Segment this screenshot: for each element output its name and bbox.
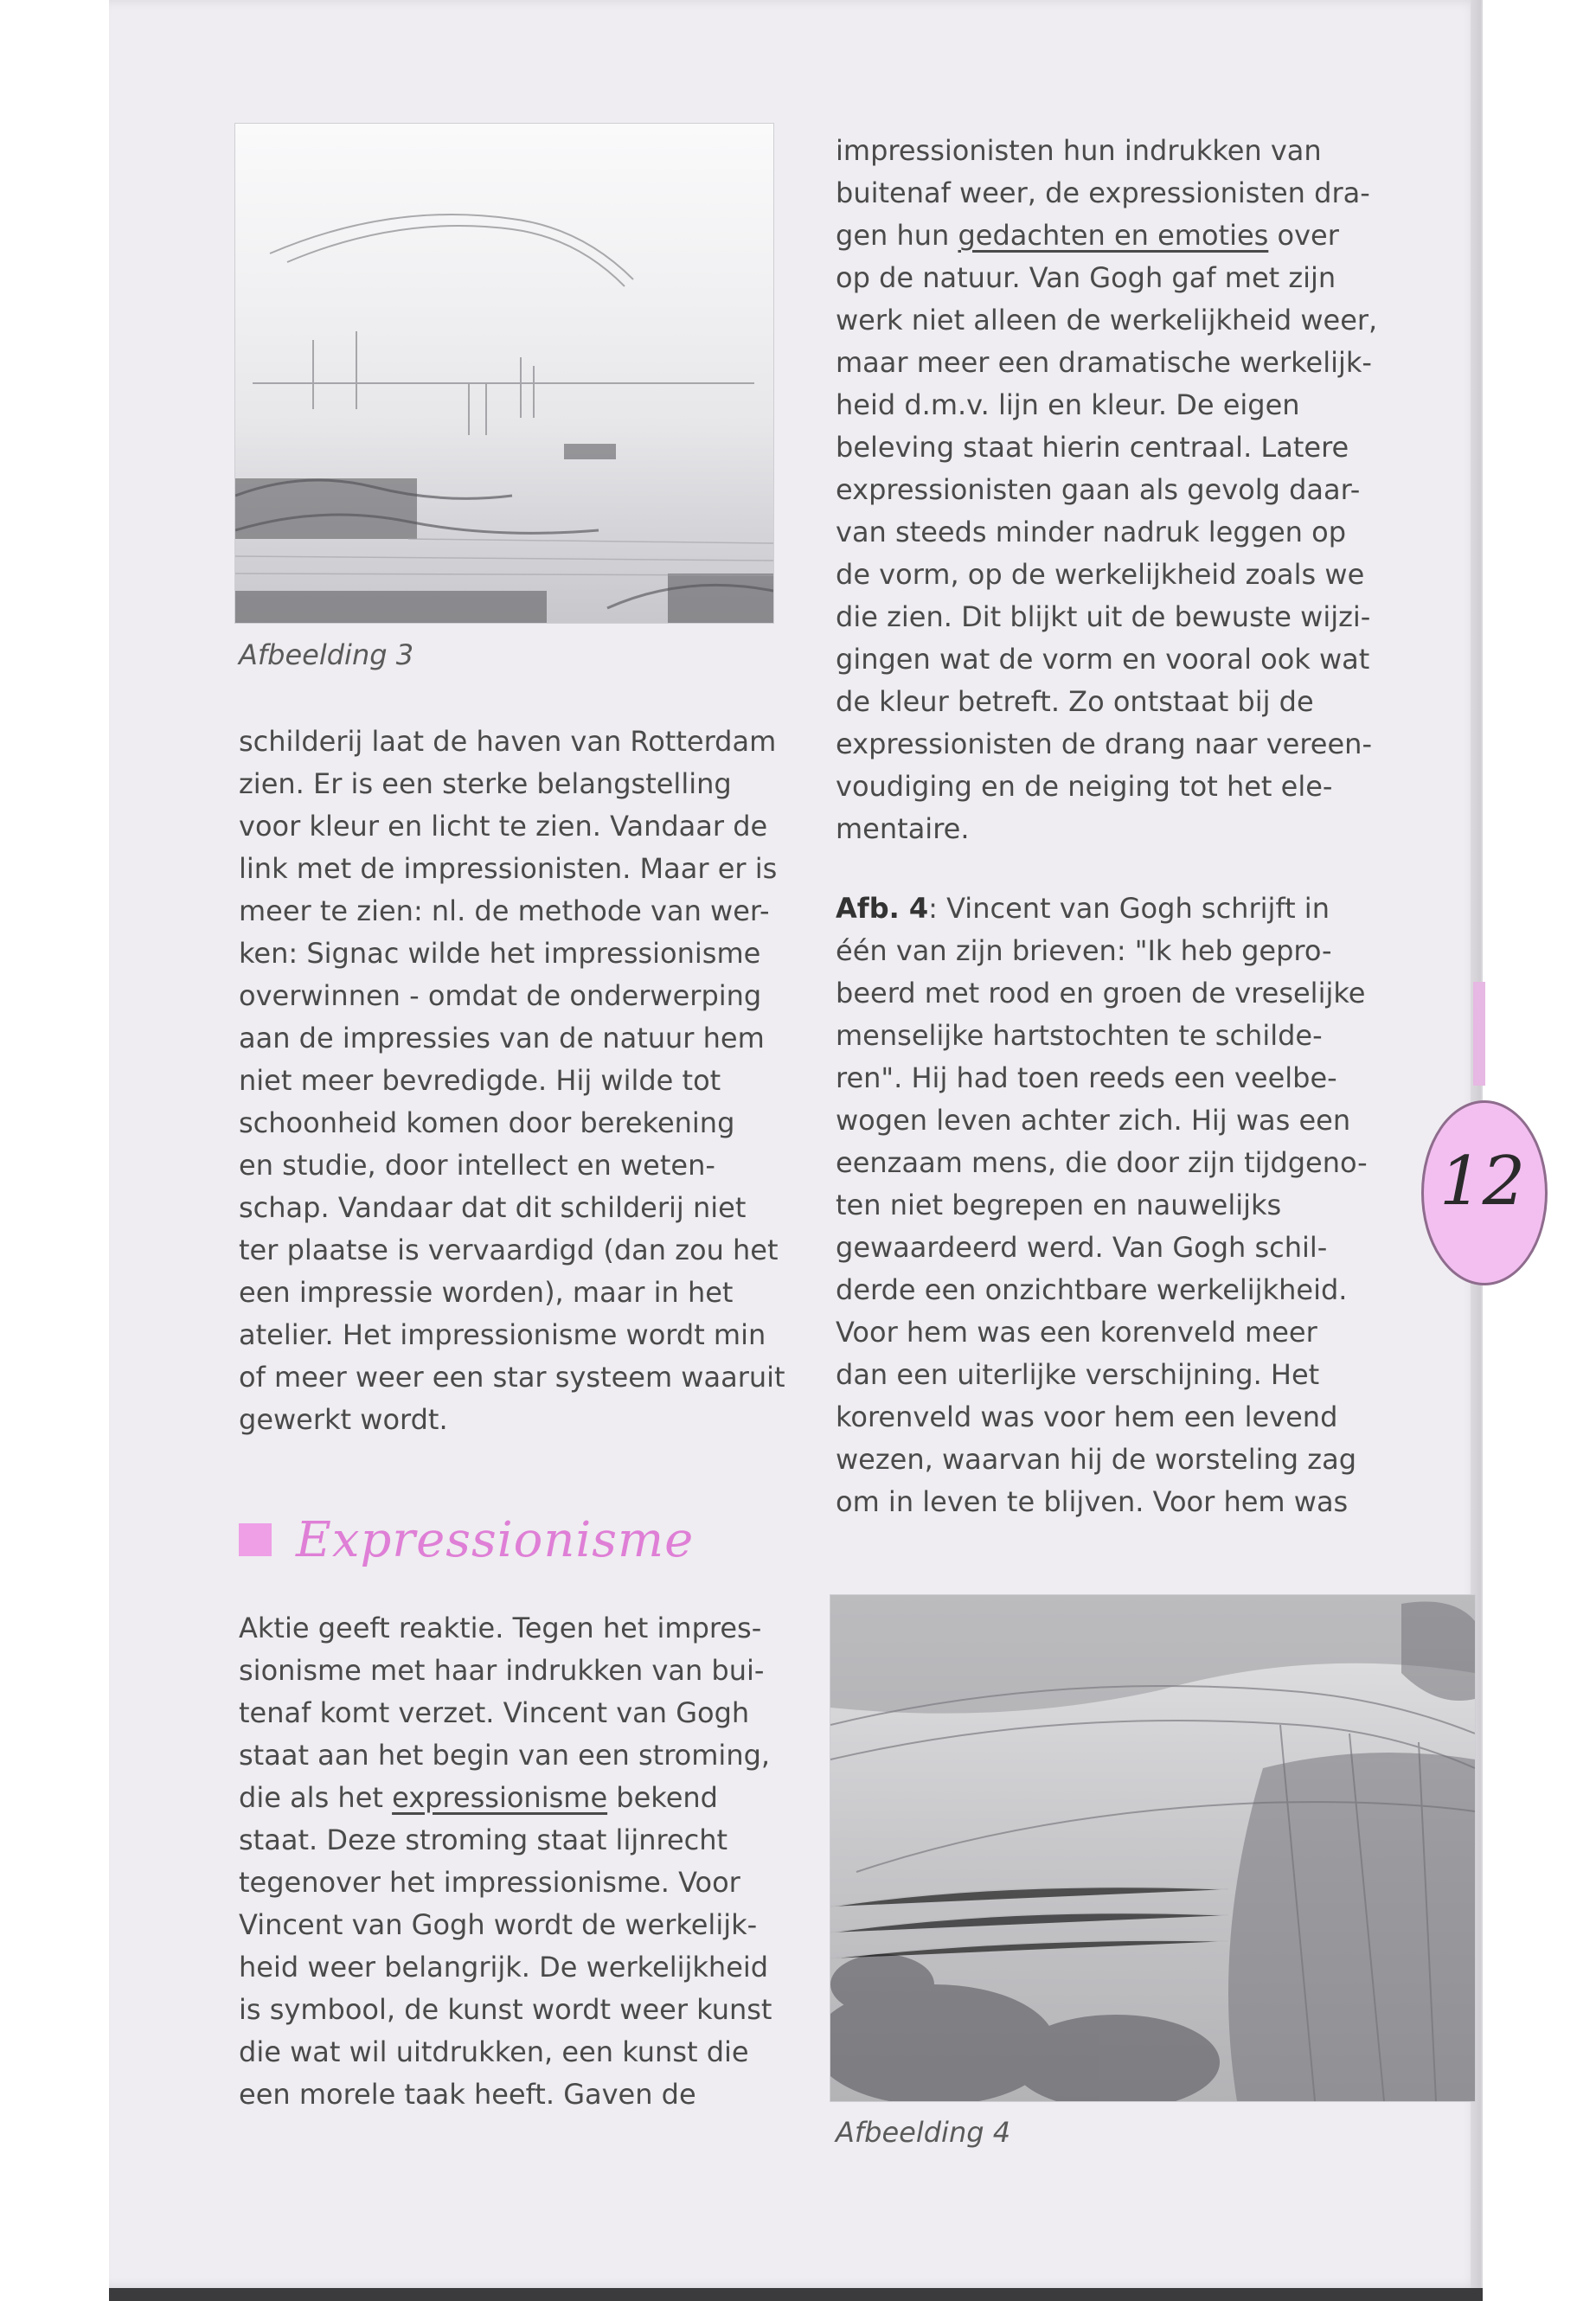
text-line: die wat wil uitdrukken, een kunst die xyxy=(239,2035,749,2068)
text-line: expressionisten gaan als gevolg daar- xyxy=(836,473,1361,506)
figure-4-caption: Afbeelding 4 xyxy=(836,2116,1011,2149)
text-line: wogen leven achter zich. Hij was een xyxy=(836,1104,1351,1137)
text-line: derde een onzichtbare werkelijkheid. xyxy=(836,1273,1348,1306)
heading-square-bullet xyxy=(239,1523,272,1556)
underlined-term: gedachten en emoties xyxy=(958,219,1269,252)
text-line: beerd met rood en groen de vreselijke xyxy=(836,977,1366,1009)
text-line: Aktie geeft reaktie. Tegen het impres- xyxy=(239,1612,762,1644)
text-line: zien. Er is een sterke belangstelling xyxy=(239,767,732,800)
text-line: van steeds minder nadruk leggen op xyxy=(836,516,1346,548)
text-line: en studie, door intellect en weten- xyxy=(239,1149,715,1182)
text-line: buitenaf weer, de expressionisten dra- xyxy=(836,176,1370,209)
text-line: een morele taak heeft. Gaven de xyxy=(239,2078,696,2111)
text-line: ten niet begrepen en nauwelijks xyxy=(836,1189,1282,1221)
page-number: 12 xyxy=(1439,1143,1526,1221)
text-segment: : Vincent van Gogh schrijft in xyxy=(928,892,1330,925)
figure-4-wheatfield-painting xyxy=(830,1594,1476,2102)
text-line: de kleur betreft. Zo ontstaat bij de xyxy=(836,685,1314,718)
text-line: tegenover het impressionisme. Voor xyxy=(239,1866,740,1899)
text-line xyxy=(239,1777,792,1819)
text-line: gingen wat de vorm en vooral ook wat xyxy=(836,643,1370,676)
left-column-paragraph-1 xyxy=(239,721,792,1441)
figure-3-harbour-sketch xyxy=(234,123,774,624)
text-line: één van zijn brieven: "Ik heb gepro- xyxy=(836,934,1332,967)
text-line: eenzaam mens, die door zijn tijdgeno- xyxy=(836,1146,1368,1179)
text-line: overwinnen - omdat de onderwerping xyxy=(239,979,762,1012)
text-line: die zien. Dit blijkt uit de bewuste wijzi- xyxy=(836,600,1371,633)
text-line: wezen, waarvan hij de worsteling zag xyxy=(836,1443,1356,1476)
text-line: gewaardeerd werd. Van Gogh schil- xyxy=(836,1231,1328,1264)
section-heading xyxy=(239,1505,694,1574)
text-line: sionisme met haar indrukken van bui- xyxy=(239,1654,765,1687)
text-line: de vorm, op de werkelijkheid zoals we xyxy=(836,558,1365,591)
text-line: link met de impressionisten. Maar er is xyxy=(239,852,778,885)
text-segment: over xyxy=(1268,219,1339,252)
text-line xyxy=(836,215,1458,257)
chapter-tab xyxy=(1473,982,1485,1086)
text-line: ren". Hij had toen reeds een veelbe- xyxy=(836,1061,1337,1094)
text-line: heid weer belangrijk. De werkelijkheid xyxy=(239,1951,769,1984)
underlined-term: expressionisme xyxy=(392,1781,608,1814)
text-line: ter plaatse is vervaardigd (dan zou het xyxy=(239,1234,779,1266)
right-column-paragraph-2 xyxy=(836,888,1458,1523)
text-line: is symbool, de kunst wordt weer kunst xyxy=(239,1993,772,2026)
text-line: korenveld was voor hem een levend xyxy=(836,1400,1338,1433)
text-line: maar meer een dramatische werkelijk- xyxy=(836,346,1372,379)
text-line: impressionisten hun indrukken van xyxy=(836,134,1322,167)
text-line: niet meer bevredigde. Hij wilde tot xyxy=(239,1064,721,1097)
text-line: werk niet alleen de werkelijkheid weer, xyxy=(836,304,1378,336)
text-line: meer te zien: nl. de methode van wer- xyxy=(239,894,770,927)
text-line: beleving staat hierin centraal. Latere xyxy=(836,431,1349,464)
text-line: Vincent van Gogh wordt de werkelijk- xyxy=(239,1908,758,1941)
text-line: op de natuur. Van Gogh gaf met zijn xyxy=(836,261,1336,294)
text-line: heid d.m.v. lijn en kleur. De eigen xyxy=(836,388,1300,421)
text-line: schap. Vandaar dat dit schilderij niet xyxy=(239,1191,747,1224)
text-line: atelier. Het impressionisme wordt min xyxy=(239,1318,766,1351)
text-line: schilderij laat de haven van Rotterdam xyxy=(239,725,777,758)
text-line: een impressie worden), maar in het xyxy=(239,1276,734,1309)
text-segment: gen hun xyxy=(836,219,958,252)
figure-reference-label: Afb. 4 xyxy=(836,892,929,925)
text-line: om in leven te blijven. Voor hem was xyxy=(836,1485,1349,1518)
page-bottom-border xyxy=(109,2288,1483,2301)
text-segment: bekend xyxy=(607,1781,718,1814)
text-line: gewerkt wordt. xyxy=(239,1403,448,1436)
text-line: aan de impressies van de natuur hem xyxy=(239,1022,765,1054)
text-line: of meer weer een star systeem waaruit xyxy=(239,1361,785,1394)
text-line: expressionisten de drang naar vereen- xyxy=(836,727,1372,760)
text-line xyxy=(836,888,1458,930)
text-line: mentaire. xyxy=(836,812,970,845)
text-line: staat. Deze stroming staat lijnrecht xyxy=(239,1823,728,1856)
text-line: voor kleur en licht te zien. Vandaar de xyxy=(239,810,768,843)
section-heading-text: Expressionisme xyxy=(296,1511,695,1568)
text-segment: die als het xyxy=(239,1781,393,1814)
text-line: tenaf komt verzet. Vincent van Gogh xyxy=(239,1696,750,1729)
text-line: schoonheid komen door berekening xyxy=(239,1106,735,1139)
text-line: menselijke hartstochten te schilde- xyxy=(836,1019,1323,1052)
text-line: ken: Signac wilde het impressionisme xyxy=(239,937,761,970)
left-column-paragraph-2 xyxy=(239,1607,792,2116)
figure-3-caption: Afbeelding 3 xyxy=(239,638,414,671)
right-column-paragraph-1 xyxy=(836,130,1458,850)
text-line: voudiging en de neiging tot het ele- xyxy=(836,770,1333,803)
text-line: dan een uiterlijke verschijning. Het xyxy=(836,1358,1320,1391)
text-line: staat aan het begin van een stroming, xyxy=(239,1739,771,1772)
text-line: Voor hem was een korenveld meer xyxy=(836,1316,1317,1349)
